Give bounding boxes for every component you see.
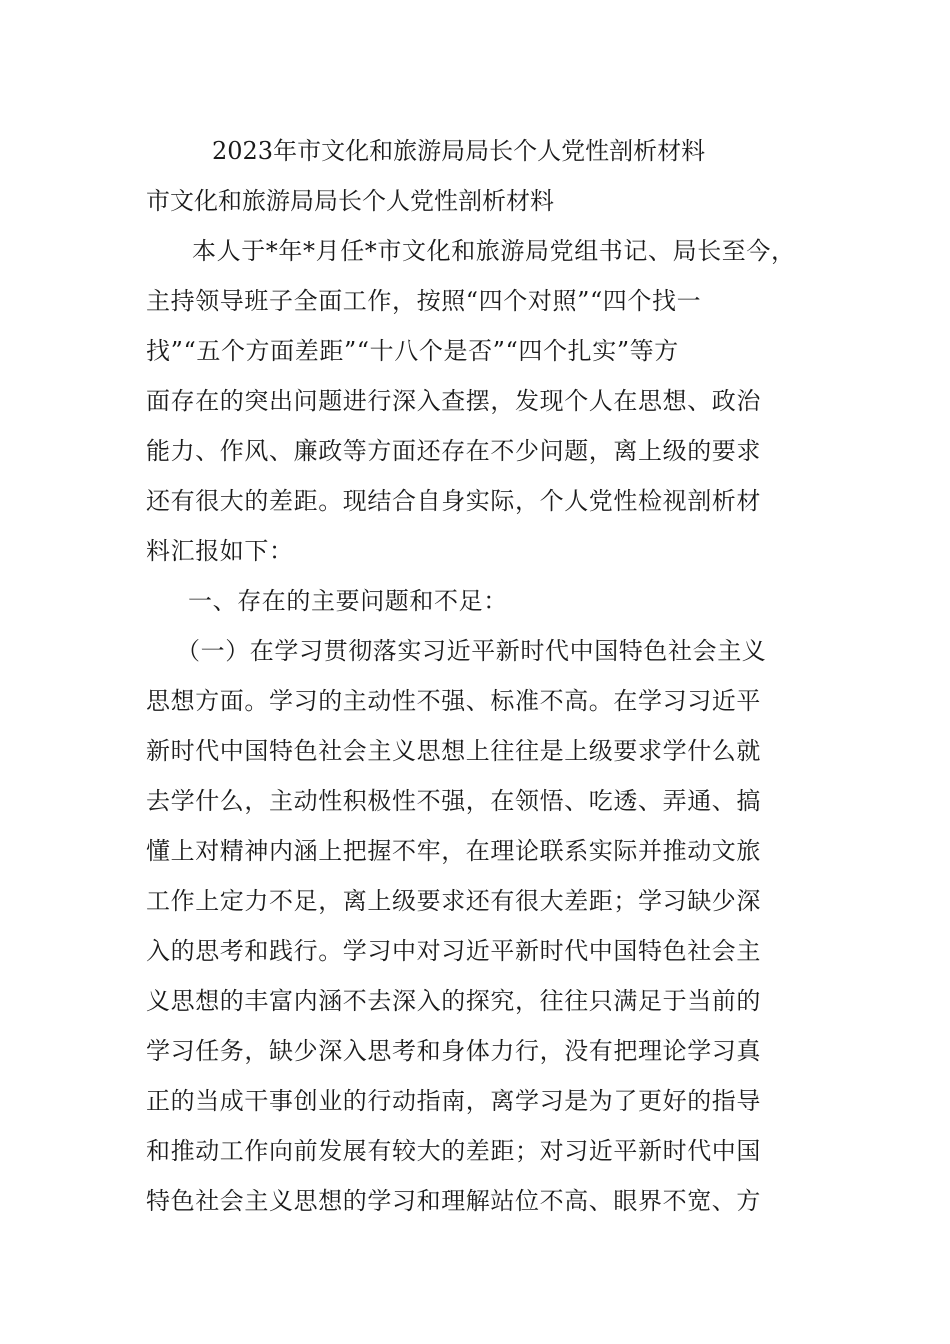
paragraph-line: 去学什么，主动性积极性不强，在领悟、吃透、弄通、搞 bbox=[146, 787, 761, 815]
paragraph-line: 思想方面。学习的主动性不强、标准不高。在学习习近平 bbox=[146, 687, 761, 715]
paragraph-line: 和推动工作向前发展有较大的差距；对习近平新时代中国 bbox=[146, 1137, 761, 1165]
subsection-heading-line: （一）在学习贯彻落实习近平新时代中国特色社会主义 bbox=[176, 637, 767, 665]
paragraph-line: 学习任务，缺少深入思考和身体力行，没有把理论学习真 bbox=[146, 1037, 761, 1065]
paragraph-line: 新时代中国特色社会主义思想上往往是上级要求学什么就 bbox=[146, 737, 761, 765]
paragraph-line: 本人于*年*月任*市文化和旅游局党组书记、局长至今， bbox=[192, 237, 796, 265]
document-body bbox=[146, 233, 826, 1233]
document-title: 2023年市文化和旅游局局长个人党性剖析材料 bbox=[212, 137, 706, 165]
paragraph-line: 懂上对精神内涵上把握不牢，在理论联系实际并推动文旅 bbox=[146, 837, 761, 865]
section-heading: 一、存在的主要问题和不足： bbox=[188, 587, 508, 615]
paragraph-line: 义思想的丰富内涵不去深入的探究，往往只满足于当前的 bbox=[146, 987, 761, 1015]
paragraph-line: 能力、作风、廉政等方面还存在不少问题，离上级的要求 bbox=[146, 437, 761, 465]
paragraph-line: 找”“五个方面差距”“十八个是否”“四个扎实”等方 bbox=[146, 337, 679, 365]
paragraph-line: 正的当成干事创业的行动指南，离学习是为了更好的指导 bbox=[146, 1087, 761, 1115]
document-subtitle: 市文化和旅游局局长个人党性剖析材料 bbox=[146, 187, 554, 215]
paragraph-line: 主持领导班子全面工作，按照“四个对照”“四个找一 bbox=[146, 287, 702, 315]
paragraph-line: 料汇报如下： bbox=[146, 537, 294, 565]
paragraph-line: 面存在的突出问题进行深入查摆，发现个人在思想、政治 bbox=[146, 387, 761, 415]
paragraph-line: 入的思考和践行。学习中对习近平新时代中国特色社会主 bbox=[146, 937, 761, 965]
paragraph-line: 工作上定力不足，离上级要求还有很大差距；学习缺少深 bbox=[146, 887, 761, 915]
paragraph-line: 还有很大的差距。现结合自身实际，个人党性检视剖析材 bbox=[146, 487, 761, 515]
paragraph-line: 特色社会主义思想的学习和理解站位不高、眼界不宽、方 bbox=[146, 1187, 761, 1215]
